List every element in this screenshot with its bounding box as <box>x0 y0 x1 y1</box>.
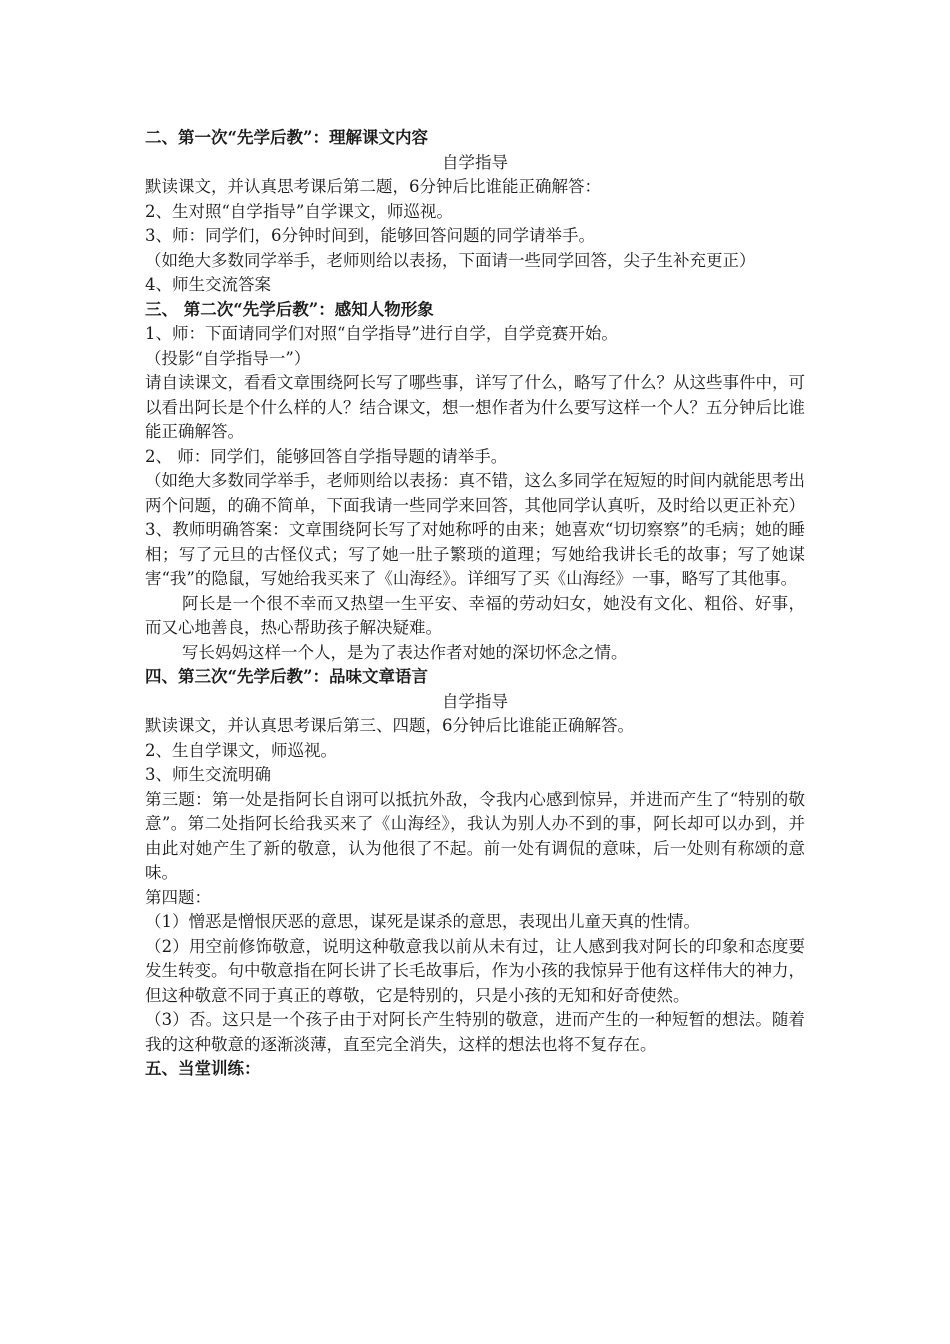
document-body <box>145 126 805 1082</box>
paragraph: 3、师：同学们，6分钟时间到，能够回答问题的同学请举手。 <box>145 226 595 245</box>
paragraph: 2、生自学课文，师巡视。 <box>145 740 337 760</box>
paragraph: 2、生对照“自学指导”自学课文，师巡视。 <box>145 201 453 221</box>
paragraph: （3）否。这只是一个孩子由于对阿长产生特别的敬意，进而产生的一种短暂的想法。随着我的这种敬意的逐渐淡薄，直至完全消失，这样的想法也将不复存在。 <box>145 1010 805 1054</box>
paragraph: （如绝大多数同学举手，老师则给以表扬：真不错，这么多同学在短短的时间内就能思考出两个问题，的确不简单，下面我请一些同学来回答，其他同学认真听，及时给以更正补充） <box>145 471 805 515</box>
section-heading-5: 五、当堂训练： <box>145 1059 261 1078</box>
paragraph: 请自读课文，看看文章围绕阿长写了哪些事，详写了什么，略写了什么？从这些事件中，可以看出阿长是个什么样的人？结合课文，想一想作者为什么要写这样一个人？五分钟后比谁能正确解答。 <box>145 373 805 441</box>
paragraph: 默读课文，并认真思考课后第三、四题，6分钟后比谁能正确解答。 <box>145 716 634 735</box>
centered-subheading: 自学指导 <box>442 152 508 172</box>
paragraph: （如绝大多数同学举手，老师则给以表扬，下面请一些同学回答，尖子生补充更正） <box>145 250 756 270</box>
section-heading-3: 三、 第二次“先学后教”：感知人物形象 <box>145 299 434 319</box>
paragraph: 3、师生交流明确 <box>145 765 271 784</box>
paragraph: 4、师生交流答案 <box>145 275 271 294</box>
paragraph: 第四题： <box>145 887 211 907</box>
paragraph: 默读课文，并认真思考课后第二题，6分钟后比谁能正确解答： <box>145 177 601 196</box>
centered-subheading: 自学指导 <box>442 691 508 711</box>
paragraph: 2、 师：同学们，能够回答自学指导题的请举手。 <box>145 446 508 466</box>
paragraph: 第三题：第一处是指阿长自诩可以抵抗外敌，令我内心感到惊异，并进而产生了“特别的敬意”。第二处指阿长给我买来了《山海经》，我认为别人办不到的事，阿长却可以办到，并由此对她产生了新的敬意，认为他很了不起。前一处有调侃的意味，后一处则有称颂的意味。 <box>145 789 805 882</box>
section-heading-4: 四、第三次“先学后教”：品味文章语言 <box>145 667 428 686</box>
indented-paragraph: 阿长是一个很不幸而又热望一生平安、幸福的劳动妇女，她没有文化、粗俗、好事，而又心地善良，热心帮助孩子解决疑难。 <box>145 593 805 637</box>
section-heading-2: 二、第一次“先学后教”：理解课文内容 <box>145 128 428 147</box>
paragraph: （2）用空前修饰敬意，说明这种敬意我以前从未有过，让人感到我对阿长的印象和态度要发生转变。句中敬意指在阿长讲了长毛故事后，作为小孩的我惊异于他有这样伟大的神力，但这种敬意不同于真正的尊敬，它是特别的，只是小孩的无知和好奇使然。 <box>145 936 805 1005</box>
paragraph: 3、教师明确答案：文章围绕阿长写了对她称呼的由来；她喜欢“切切察察”的毛病；她的睡相；写了元旦的古怪仪式；写了她一肚子繁琐的道理；写她给我讲长毛的故事；写了她谋害“我”的隐鼠，写她给我买来了《山海经》。详细写了买《山海经》一事，略写了其他事。 <box>145 520 805 588</box>
paragraph: （1）憎恶是憎恨厌恶的意思，谋死是谋杀的意思，表现出儿童天真的性情。 <box>145 912 700 931</box>
paragraph: （投影“自学指导一”） <box>145 348 311 368</box>
paragraph: 1、师：下面请同学们对照“自学指导”进行自学，自学竞赛开始。 <box>145 324 618 343</box>
indented-paragraph: 写长妈妈这样一个人，是为了表达作者对她的深切怀念之情。 <box>182 642 628 662</box>
